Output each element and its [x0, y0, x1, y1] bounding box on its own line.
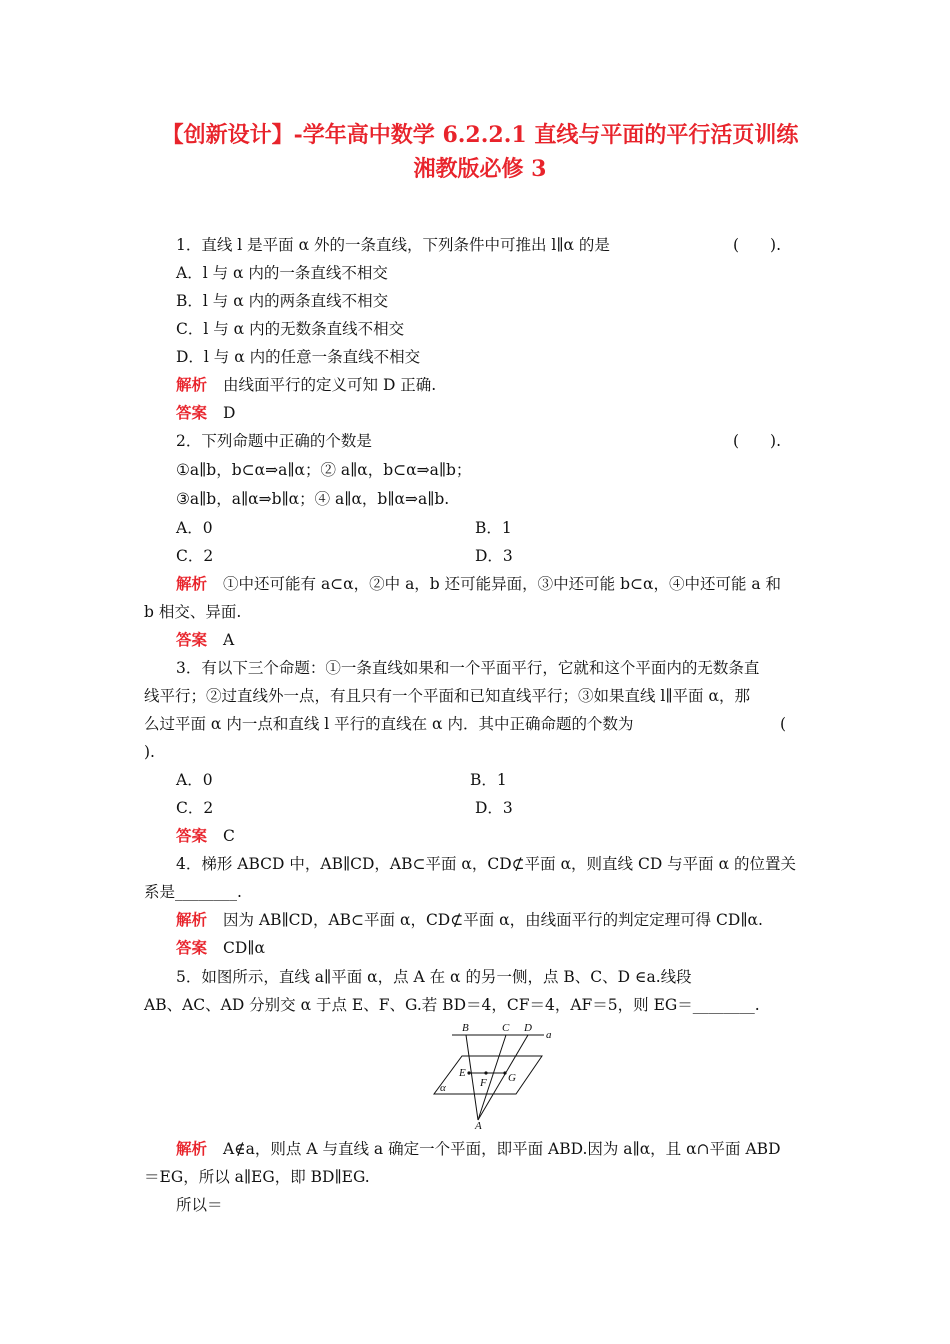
label-d: D	[524, 1022, 532, 1034]
q1-option-d: D．l 与 α 内的任意一条直线不相交	[176, 348, 421, 366]
q1-analysis	[176, 374, 436, 396]
title-line-2: 湘教版必修 3	[413, 156, 547, 182]
q2-option-b: B．1	[475, 519, 512, 537]
q4-line-1: 4．梯形 ABCD 中，AB∥CD，AB⊂平面 α，CD⊄平面 α，则直线 CD 与平面 α 的位置关	[176, 855, 797, 873]
answer-label: 答案	[176, 938, 208, 957]
q4-answer	[176, 937, 265, 959]
q4-analysis-text: 因为 AB∥CD，AB⊂平面 α，CD⊄平面 α，由线面平行的判定定理可得 CD∥α.	[223, 911, 763, 929]
q2-analysis-line-1	[176, 573, 781, 595]
q3-option-c: C．2	[176, 799, 214, 817]
q3-line-3: 么过平面 α 内一点和直线 l 平行的直线在 α 内．其中正确命题的个数为	[144, 715, 634, 733]
label-b: B	[462, 1022, 469, 1034]
q2-analysis-line-2: b 相交、异面.	[144, 603, 242, 621]
q2-analysis-text-1: ①中还可能有 a⊂α，②中 a，b 还可能异面，③中还可能 b⊂α，④中还可能 a 和	[223, 575, 782, 593]
label-alpha: α	[440, 1082, 446, 1094]
q3-option-b: B．1	[470, 771, 507, 789]
q2-stem: 2．下列命题中正确的个数是	[176, 432, 372, 450]
document-title	[140, 118, 820, 186]
q2-propositions-1-2: ①a∥b，b⊂α⇒a∥α；② a∥α，b⊂α⇒a∥b；	[176, 461, 472, 479]
q2-option-a: A．0	[176, 519, 213, 537]
label-e: E	[459, 1067, 466, 1079]
answer-label: 答案	[176, 403, 208, 422]
q2-answer-text: A	[223, 631, 235, 649]
q1-option-c: C．l 与 α 内的无数条直线不相交	[176, 320, 405, 338]
q2-option-c: C．2	[176, 547, 214, 565]
q5-so: 所以＝	[176, 1196, 223, 1214]
analysis-label: 解析	[176, 375, 208, 394]
q1-answer	[176, 402, 235, 424]
q1-answer-text: D	[223, 404, 236, 422]
q5-analysis-line-2: ＝EG，所以 a∥EG，即 BD∥EG.	[144, 1168, 370, 1186]
segment-ab	[466, 1035, 478, 1120]
q1-stem: 1．直线 l 是平面 α 外的一条直线，下列条件中可推出 l∥α 的是	[176, 236, 610, 254]
q2-option-d: D．3	[475, 547, 513, 565]
label-a-line: a	[546, 1029, 552, 1041]
q4-analysis	[176, 909, 763, 931]
q4-answer-text: CD∥α	[223, 939, 265, 957]
q3-option-d: D．3	[475, 799, 513, 817]
label-a-point: A	[475, 1120, 482, 1130]
analysis-label: 解析	[176, 1139, 208, 1158]
title-line-1: 【创新设计】-学年高中数学 6.2.2.1 直线与平面的平行活页训练	[161, 122, 799, 148]
q3-bracket-open: (	[780, 715, 787, 733]
q1-answer-bracket: ( ).	[733, 236, 782, 254]
q5-line-1: 5．如图所示，直线 a∥平面 α，点 A 在 α 的另一侧，点 B、C、D ∈a.线段	[176, 968, 692, 986]
q3-option-a: A．0	[176, 771, 213, 789]
q2-propositions-3-4: ③a∥b，a∥α⇒b∥α；④ a∥α，b∥α⇒a∥b.	[176, 490, 450, 508]
q3-line-2: 线平行；②过直线外一点，有且只有一个平面和已知直线平行；③如果直线 l∥平面 α，那	[144, 687, 750, 705]
q5-line-2: AB、AC、AD 分别交 α 于点 E、F、G.若 BD＝4，CF＝4，AF＝5，则 EG＝________.	[144, 996, 760, 1014]
q5-analysis-text-1: A∉a，则点 A 与直线 a 确定一个平面，即平面 ABD.因为 a∥α，且 α∩平面 ABD	[223, 1140, 781, 1158]
q4-line-2: 系是________.	[144, 883, 242, 901]
q2-answer-bracket: ( ).	[733, 432, 782, 450]
analysis-label: 解析	[176, 910, 208, 929]
label-f: F	[480, 1077, 487, 1089]
q1-option-b: B．l 与 α 内的两条直线不相交	[176, 292, 389, 310]
q3-bracket-close: ).	[144, 743, 155, 761]
geometry-figure	[432, 1020, 562, 1130]
q3-line-1: 3．有以下三个命题：①一条直线如果和一个平面平行，它就和这个平面内的无数条直	[176, 659, 760, 677]
q3-answer	[176, 825, 235, 847]
q5-analysis-line-1	[176, 1138, 781, 1160]
q1-option-a: A．l 与 α 内的一条直线不相交	[176, 264, 388, 282]
answer-label: 答案	[176, 826, 208, 845]
answer-label: 答案	[176, 630, 208, 649]
label-g: G	[508, 1072, 516, 1084]
analysis-label: 解析	[176, 574, 208, 593]
q2-answer	[176, 629, 234, 651]
q1-analysis-text: 由线面平行的定义可知 D 正确.	[223, 376, 437, 394]
label-c: C	[502, 1022, 510, 1034]
q3-answer-text: C	[223, 827, 235, 845]
